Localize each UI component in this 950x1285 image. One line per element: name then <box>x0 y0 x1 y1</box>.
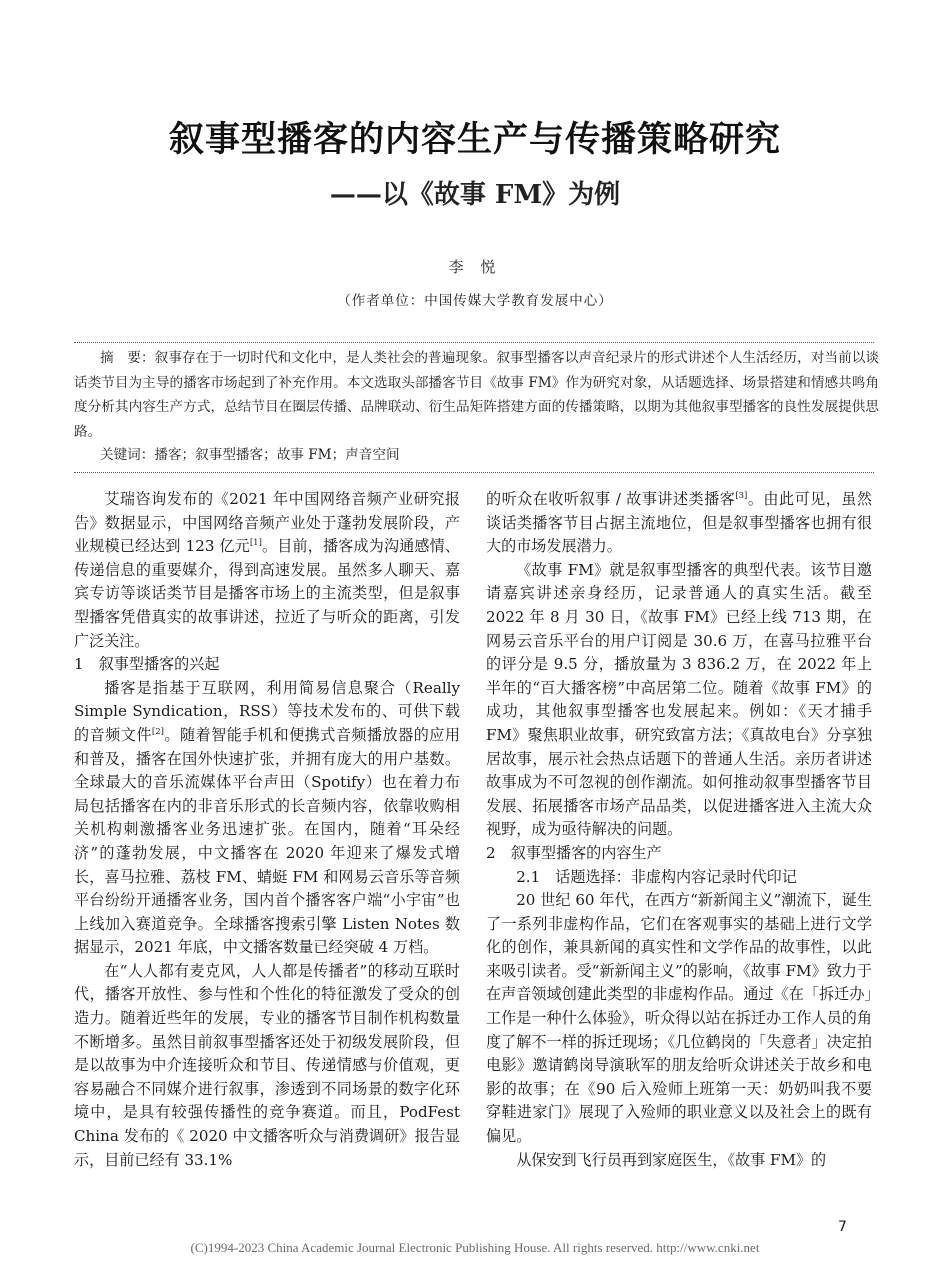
body-column-right <box>486 488 872 1172</box>
paragraph-text: 艾瑞咨询发布的《2021 年中国网络音频产业研究报告》数据显示，中国网络音频产业处于蓬勃发展阶段，产业规模已经达到 123 亿元 <box>74 490 460 556</box>
citation-ref: [1] <box>249 538 262 549</box>
section-heading-1: 1 叙事型播客的兴起 <box>74 655 220 674</box>
section-heading-2: 2 叙事型播客的内容生产 <box>486 843 662 862</box>
paragraph <box>74 677 460 960</box>
paragraph: 从保安到飞行员再到家庭医生，《故事 FM》的 <box>516 1150 827 1169</box>
paragraph <box>486 488 872 559</box>
citation-ref: [2] <box>151 726 164 737</box>
paragraph-text: 。由此可见，虽然谈话类播客节目占据主流地位，但是叙事型播客也拥有很大的市场发展潜力。 <box>486 490 872 556</box>
abstract-label: 摘 要： <box>100 350 155 366</box>
paragraph: 《故事 FM》就是叙事型播客的典型代表。该节目邀请嘉宾讲述亲身经历，记录普通人的真实生活。截至 2022 年 8 月 30 日，《故事 FM》已经上线 713 期，在网易云音乐平台的用户订阅是 30.6 万，在喜马拉雅平台的评分是 9.5 分，播放量为 3 836.2 万，在 2022 年上半年的“百大播客榜”中高居第二位。随着《故事 FM》的成功，其他叙事型播客也发展起来。例如：《天才捕手 FM》聚焦职业故事，研究致富方法；《真故电台》分享独居故事，展示社会热点话题下的普通人生活。亲历者讲述故事成为不可忽视的创作潮流。如何推动叙事型播客节目发展、拓展播客市场产品品类，以促进播客进入主流大众视野，成为亟待解决的问题。 <box>486 560 872 839</box>
page-number: 7 <box>838 1219 847 1235</box>
abstract-top-divider <box>74 342 874 343</box>
keywords <box>100 444 880 466</box>
abstract-bottom-divider <box>74 472 874 473</box>
paper-title: 叙事型播客的内容生产与传播策略研究 <box>168 119 781 160</box>
keywords-text: 播客；叙事型播客；故事 FM；声音空间 <box>154 447 400 463</box>
paragraph: 20 世纪 60 年代，在西方“新新闻主义”潮流下，诞生了一系列非虚构作品，它们在客观事实的基础上进行文学化的创作，兼具新闻的真实性和文学作品的故事性，以此来吸引读者。受“新新闻主义”的影响，《故事 FM》致力于在声音领域创建此类型的非虚构作品。通过《在「拆迁办」工作是一种什么体验》，听众得以站在拆迁办工作人员的角度了解不一样的拆迁现场；《几位鹤岗的「失意者」决定拍电影》邀请鹤岗导演耿军的朋友给听众讲述关于故乡和电影的故事；在《90 后入殓师上班第一天：奶奶叫我不要穿鞋进家门》展现了入殓师的职业意义以及社会上的既有偏见。 <box>486 891 872 1146</box>
paper-subtitle: ——以《故事 FM》为例 <box>329 180 621 210</box>
keywords-label: 关键词： <box>100 447 155 463</box>
subsection-heading-2-1: 2.1 话题选择：非虚构内容记录时代印记 <box>516 867 797 886</box>
author-affiliation: （作者单位：中国传媒大学教育发展中心） <box>337 293 613 309</box>
abstract <box>74 346 879 444</box>
body-column-left <box>74 488 460 1172</box>
paragraph: 在“人人都有麦克风，人人都是传播者”的移动互联时代，播客开放性、参与性和个性化的特征激发了受众的创造力。随着近些年的发展，专业的播客节目制作机构数量不断增多。虽然目前叙事型播客还处于初级发展阶段，但是以故事为中介连接听众和节目、传递情感与价值观，更容易融合不同媒介进行叙事，渗透到不同场景的数字化环境中，是具有较强传播性的竞争赛道。而且，PodFest China 发布的《 2020 中文播客听众与消费调研》报告显示，目前已经有 33.1% <box>74 961 460 1169</box>
paragraph-text: 播客是指基于互联网，利用简易信息聚合（Really Simple Syndication，RSS）等技术发布的、可供下载的音频文件 <box>74 678 460 744</box>
abstract-text: 叙事存在于一切时代和文化中，是人类社会的普遍现象。叙事型播客以声音纪录片的形式讲述个人生活经历，对当前以谈话类节目为主导的播客市场起到了补充作用。本文选取头部播客节目《故事 FM》作为研究对象，从话题选择、场景搭建和情感共鸣角度分析其内容生产方式，总结节目在圈层传播、品牌联动、衍生品矩阵搭建方面的传播策略，以期为其他叙事型播客的良性发展提供思路。 <box>74 350 879 440</box>
paragraph-text: 。随着智能手机和便携式音频播放器的应用和普及，播客在国外快速扩张，并拥有庞大的用户基数。全球最大的音乐流媒体平台声田（Spotify）也在着力布局包括播客在内的非音乐形式的长音频内容，依靠收购相关机构刺激播客业务迅速扩张。在国内，随着“耳朵经济”的蓬勃发展，中文播客在 2020 年迎来了爆发式增长，喜马拉雅、荔枝 FM、蜻蜓 FM 和网易云音乐等音频平台纷纷开通播客业务，国内首个播客客户端“小宇宙”也上线加入赛道竞争。全球播客搜索引擎 Listen Notes 数据显示，2021 年底，中文播客数量已经突破 4 万档。 <box>74 725 460 957</box>
copyright-footer: (C)1994-2023 China Academic Journal Electronic Publishing House. All rights reserved. http://www.cnki.net <box>190 1240 760 1255</box>
author-name: 李 悦 <box>448 258 502 276</box>
paragraph-text: 。目前，播客成为沟通感情、传递信息的重要媒介，得到高速发展。虽然多人聊天、嘉宾专访等谈话类节目是播客市场上的主流类型，但是叙事型播客凭借真实的故事讲述，拉近了与听众的距离，引发广泛关注。 <box>74 537 460 650</box>
citation-ref: [3] <box>735 490 748 501</box>
paragraph-text: 的听众在收听叙事 / 故事讲述类播客 <box>486 490 736 508</box>
paragraph <box>74 488 460 653</box>
